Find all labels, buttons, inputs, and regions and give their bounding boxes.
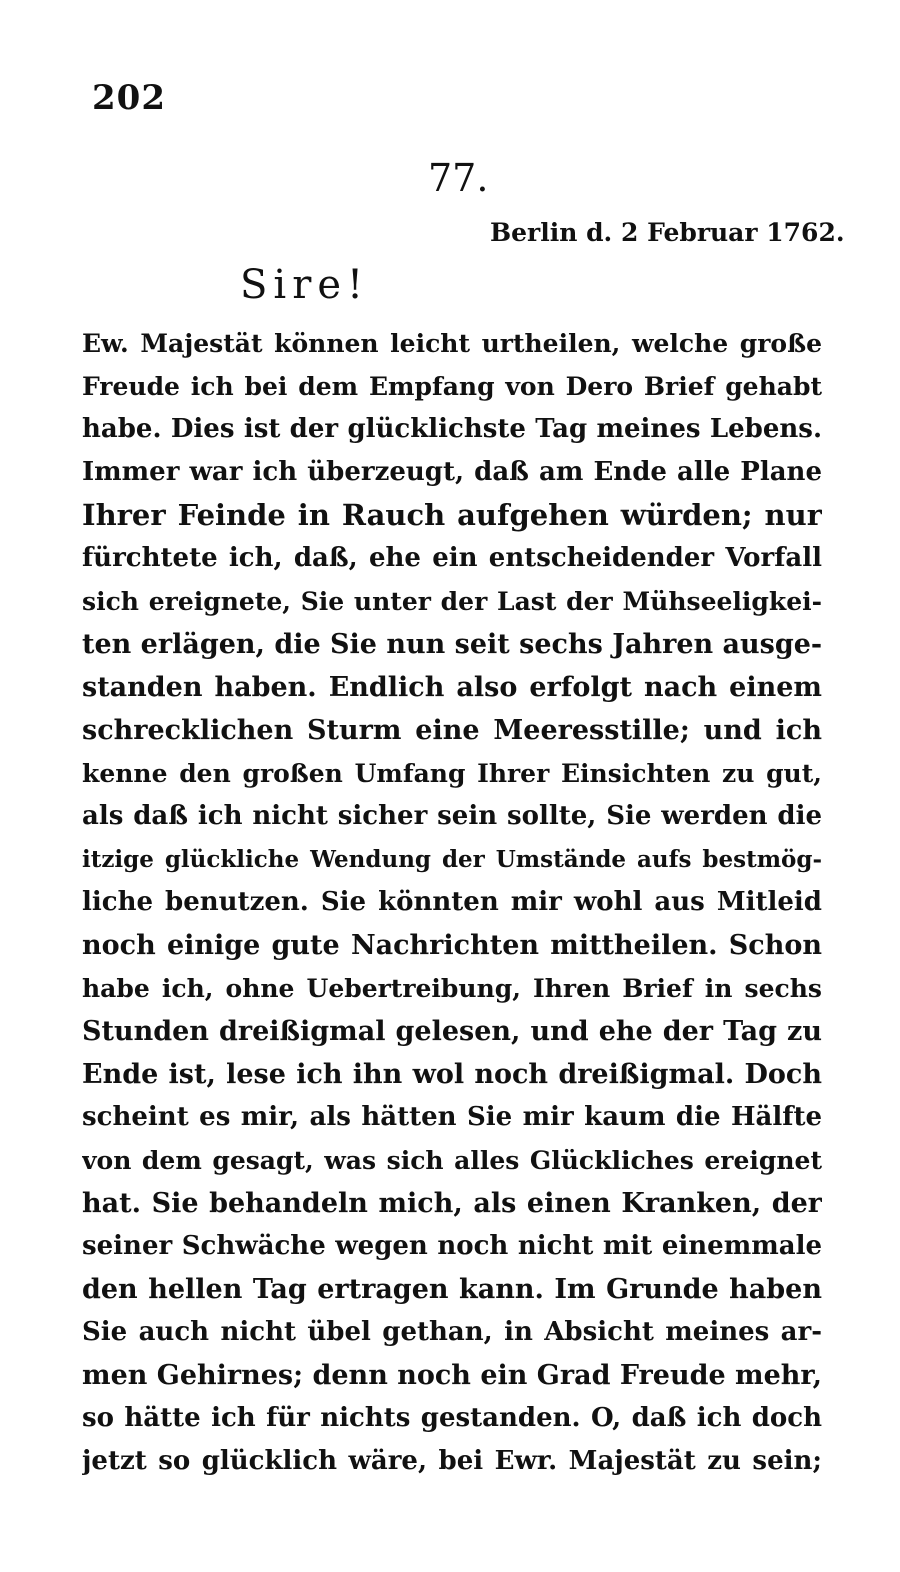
text-line: Freude ich bei dem Empfang von Dero Brief gehabt xyxy=(82,372,822,401)
dateline: Berlin d. 2 Februar 1762. xyxy=(490,218,845,247)
text-line: noch einige gute Nachrichten mittheilen. Schon xyxy=(82,930,822,961)
page-number: 202 xyxy=(92,78,166,118)
text-line: als daß ich nicht sicher sein sollte, Sie werden die xyxy=(82,801,822,831)
text-line: Sie auch nicht übel gethan, in Absicht meines ar- xyxy=(82,1317,822,1347)
text-line: schrecklichen Sturm eine Meeresstille; und ich xyxy=(82,715,822,746)
text-line: fürchtete ich, daß, ehe ein entscheidender Vorfall xyxy=(82,543,822,573)
text-line: habe. Dies ist der glücklichste Tag meines Lebens. xyxy=(82,414,822,444)
text-line: sich ereignete, Sie unter der Last der Mühseeligkei- xyxy=(82,587,822,616)
text-line: standen haben. Endlich also erfolgt nach einem xyxy=(82,672,822,703)
text-line: ten erlägen, die Sie nun seit sechs Jahren ausge- xyxy=(82,629,822,660)
text-line: men Gehirnes; denn noch ein Grad Freude mehr, xyxy=(82,1360,822,1391)
text-line: seiner Schwäche wegen noch nicht mit einemmale xyxy=(82,1231,822,1261)
letter-number: 77. xyxy=(428,156,489,200)
text-line: scheint es mir, als hätten Sie mir kaum die Hälfte xyxy=(82,1102,822,1132)
salutation: Sire! xyxy=(240,262,370,308)
text-line: jetzt so glücklich wäre, bei Ewr. Majestät zu sein; xyxy=(82,1446,822,1476)
text-line: hat. Sie behandeln mich, als einen Kranken, der xyxy=(82,1188,822,1219)
text-line: von dem gesagt, was sich alles Glückliches ereignet xyxy=(82,1146,822,1175)
text-line: habe ich, ohne Uebertreibung, Ihren Brief in sechs xyxy=(82,974,822,1003)
text-line: kenne den großen Umfang Ihrer Einsichten zu gut, xyxy=(82,759,822,788)
text-line: itzige glückliche Wendung der Umstände aufs bestmög- xyxy=(82,846,822,873)
text-line: Ew. Majestät können leicht urtheilen, welche große xyxy=(82,329,822,358)
text-line: liche benutzen. Sie könnten mir wohl aus Mitleid xyxy=(82,887,822,917)
text-line: den hellen Tag ertragen kann. Im Grunde haben xyxy=(82,1274,822,1305)
letter-body xyxy=(82,322,822,1483)
text-line: so hätte ich für nichts gestanden. O, daß ich doch xyxy=(82,1403,822,1433)
text-line: Immer war ich überzeugt, daß am Ende alle Plane xyxy=(82,457,822,487)
text-line: Ende ist, lese ich ihn wol noch dreißigmal. Doch xyxy=(82,1059,822,1090)
text-line: Ihrer Feinde in Rauch aufgehen würden; nur xyxy=(82,498,822,532)
text-line: Stunden dreißigmal gelesen, und ehe der Tag zu xyxy=(82,1016,822,1047)
